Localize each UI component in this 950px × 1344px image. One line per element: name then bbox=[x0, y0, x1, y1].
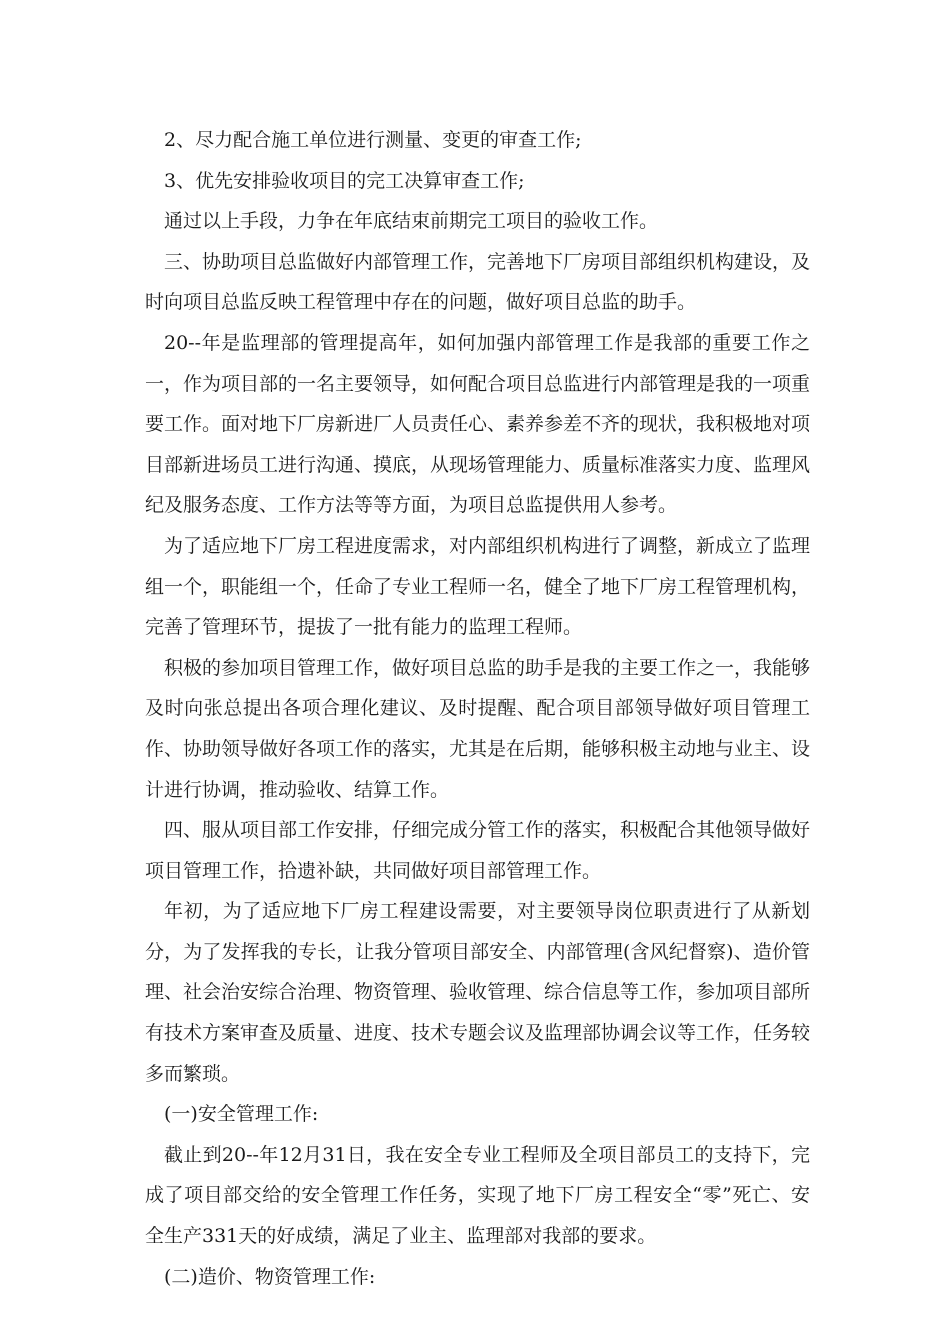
paragraph-item-3: 3、优先安排验收项目的完工决算审查工作; bbox=[164, 169, 525, 192]
paragraph-safety-record: 截止到20--年12月31日，我在安全专业工程师及全项目部员工的支持下，完成了项目部交给的安全管理工作任务，实现了地下厂房工程安全“零”死亡、安全生产331天的好成绩，满足了业主、监理部对我部的要求。 bbox=[145, 1143, 810, 1248]
paragraph-item-2: 2、尽力配合施工单位进行测量、变更的审查工作; bbox=[164, 129, 582, 151]
paragraph-section-four: 四、服从项目部工作安排，仔细完成分管工作的落实，积极配合其他领导做好项目管理工作，拾遗补缺，共同做好项目部管理工作。 bbox=[145, 819, 811, 882]
heading-safety-management: (一)安全管理工作: bbox=[164, 1103, 319, 1126]
paragraph-summary: 通过以上手段，力争在年底结束前期完工项目的验收工作。 bbox=[164, 210, 659, 233]
paragraph-assistant: 积极的参加项目管理工作，做好项目总监的助手是我的主要工作之一，我能够及时向张总提出各项合理化建议、及时提醒、配合项目部领导做好项目管理工作、协助领导做好各项工作的落实，尤其是在后期，能够积极主动地与业主、设计进行协调，推动验收、结算工作。 bbox=[145, 656, 811, 801]
paragraph-organization: 为了适应地下厂房工程进度需求，对内部组织机构进行了调整，新成立了监理组一个，职能组一个，任命了专业工程师一名，健全了地下厂房工程管理机构，完善了管理环节，提拔了一批有能力的监理工程师。 bbox=[145, 534, 811, 639]
paragraph-management-year: 20--年是监理部的管理提高年，如何加强内部管理工作是我部的重要工作之一，作为项目部的一名主要领导，如何配合项目总监进行内部管理是我的一项重要工作。面对地下厂房新进厂人员责任心、素养参差不齐的现状，我积极地对项目部新进场员工进行沟通、摸底，从现场管理能力、质量标准落实力度、监理风纪及服务态度、工作方法等等方面，为项目总监提供用人参考。 bbox=[145, 331, 811, 517]
paragraph-duties: 年初，为了适应地下厂房工程建设需要，对主要领导岗位职责进行了从新划分，为了发挥我的专长，让我分管项目部安全、内部管理(含风纪督察)、造价管理、社会治安综合治理、物资管理、验收管理、综合信息等工作，参加项目部所有技术方案审查及质量、进度、技术专题会议及监理部协调会议等工作，任务较多而繁琐。 bbox=[145, 900, 811, 1085]
heading-cost-materials: (二)造价、物资管理工作: bbox=[164, 1265, 376, 1288]
paragraph-section-three: 三、协助项目总监做好内部管理工作，完善地下厂房项目部组织机构建设，及时向项目总监反映工程管理中存在的问题，做好项目总监的助手。 bbox=[145, 250, 811, 314]
document-body bbox=[145, 120, 810, 1297]
